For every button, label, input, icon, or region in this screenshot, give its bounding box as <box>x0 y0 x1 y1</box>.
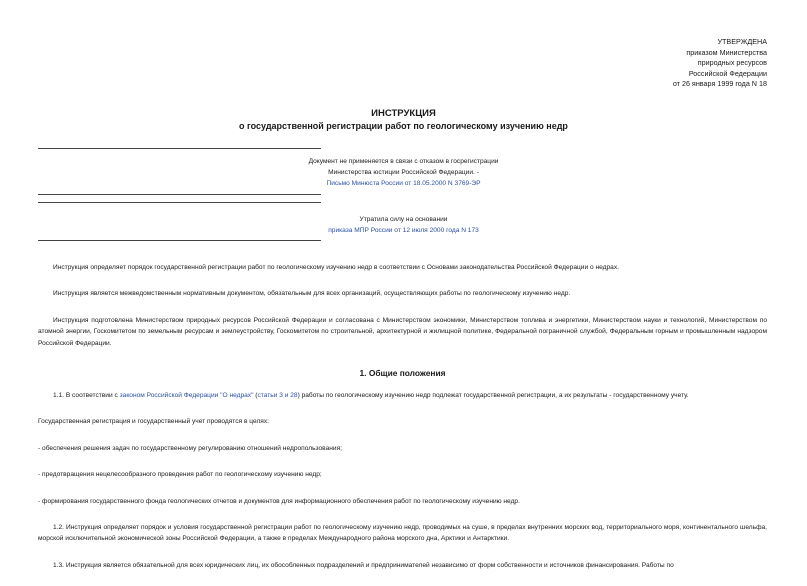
law-on-subsoil-link[interactable]: законом Российской Федерации "О недрах" <box>119 392 254 400</box>
notice-repealed <box>0 214 807 236</box>
divider <box>38 194 321 195</box>
mpr-order-link[interactable]: приказа МПР России от 12 июля 2000 года N 173 <box>328 227 479 234</box>
approval-line: УТВЕРЖДЕНА <box>717 37 767 46</box>
section-heading: 1. Общие положения <box>359 368 446 379</box>
notice-line: Министерства юстиции Российской Федерации. - <box>328 169 479 176</box>
paragraph: Инструкция является межведомственным нормативным документом, обязательным для всех организаций, осуществляющих работы по геологическому изучению недр. <box>53 290 571 298</box>
list-item: - формирования государственного фонда геологических отчетов и документов для информационного обеспечения работ по геологическому изучению недр. <box>38 497 520 505</box>
text: ) работы по геологическому изучению недр подлежат государственной регистрации, а их результаты - государственному учету. <box>297 392 689 400</box>
paragraph: Инструкция определяет порядок государственной регистрации работ по геологическому изучению недр в соответствии с Основами законодательства Российской Федерации о недрах. <box>53 264 619 271</box>
approval-line: приказом Министерства <box>686 47 767 57</box>
paragraph-1-1 <box>38 390 767 401</box>
paragraph-1-3: 1.3. Инструкция является обязательной для всех юридических лиц, их обособленных подразделений и предпринимателей независимо от форм собственности и источников финансирования. Работы по <box>53 561 674 569</box>
text: 1.1. В соответствии с <box>53 392 120 400</box>
notice-not-applied <box>0 156 807 189</box>
list-item: - предотвращения нецелесообразного проведения работ по геологическому изучению недр; <box>38 471 322 479</box>
notice-line: Утратила силу на основании <box>359 216 448 223</box>
title-subtitle: о государственной регистрации работ по геологическому изучению недр <box>239 121 568 131</box>
list-item: - обеспечения решения задач по государственному регулированию отношений недропользования; <box>38 444 342 452</box>
minjust-letter-link[interactable]: Письмо Минюста России от 18.05.2000 N 3769-ЭР <box>326 180 481 187</box>
divider <box>38 148 321 149</box>
approval-line: от 26 января 1999 года N 18 <box>672 79 767 89</box>
approval-block <box>673 37 767 90</box>
document-body <box>38 262 767 586</box>
paragraph-1-2: 1.2. Инструкция определяет порядок и условия государственной регистрации работ по геологическому изучению недр, проводимых на суше, в пределах внутренних морских вод, территориального моря, континентального шельфа, морской исключительной экономической зоны Российской Федерации, а также в пределах Международного района морского дна, Арктики и Антарктики. <box>38 524 767 543</box>
text: ( <box>253 392 258 400</box>
approval-line: Российской Федерации <box>688 68 767 78</box>
divider <box>38 240 321 241</box>
divider <box>38 202 321 203</box>
paragraph: Инструкция подготовлена Министерством природных ресурсов Российской Федерации и согласована с Министерством экономики, Министерством топлива и энергетики, Министерством науки и технологий, Министерством по атомной энергии, Госкомитетом по земельным ресурсам и землеустройству, Госкомитетом по строительной, архитектурной и жилищной политике, Федеральной пограничной службой, Федеральным горным и промышленным надзором Российской Федерации. <box>38 316 767 347</box>
title-main: ИНСТРУКЦИЯ <box>371 108 436 119</box>
articles-link[interactable]: статьи 3 и 28 <box>257 392 298 400</box>
notice-line: Документ не применяется в связи с отказом в госрегистрации <box>308 158 499 165</box>
paragraph: Государственная регистрация и государственный учет проводятся в целях: <box>38 418 269 426</box>
document-title <box>0 108 807 132</box>
approval-line: природных ресурсов <box>697 58 767 68</box>
